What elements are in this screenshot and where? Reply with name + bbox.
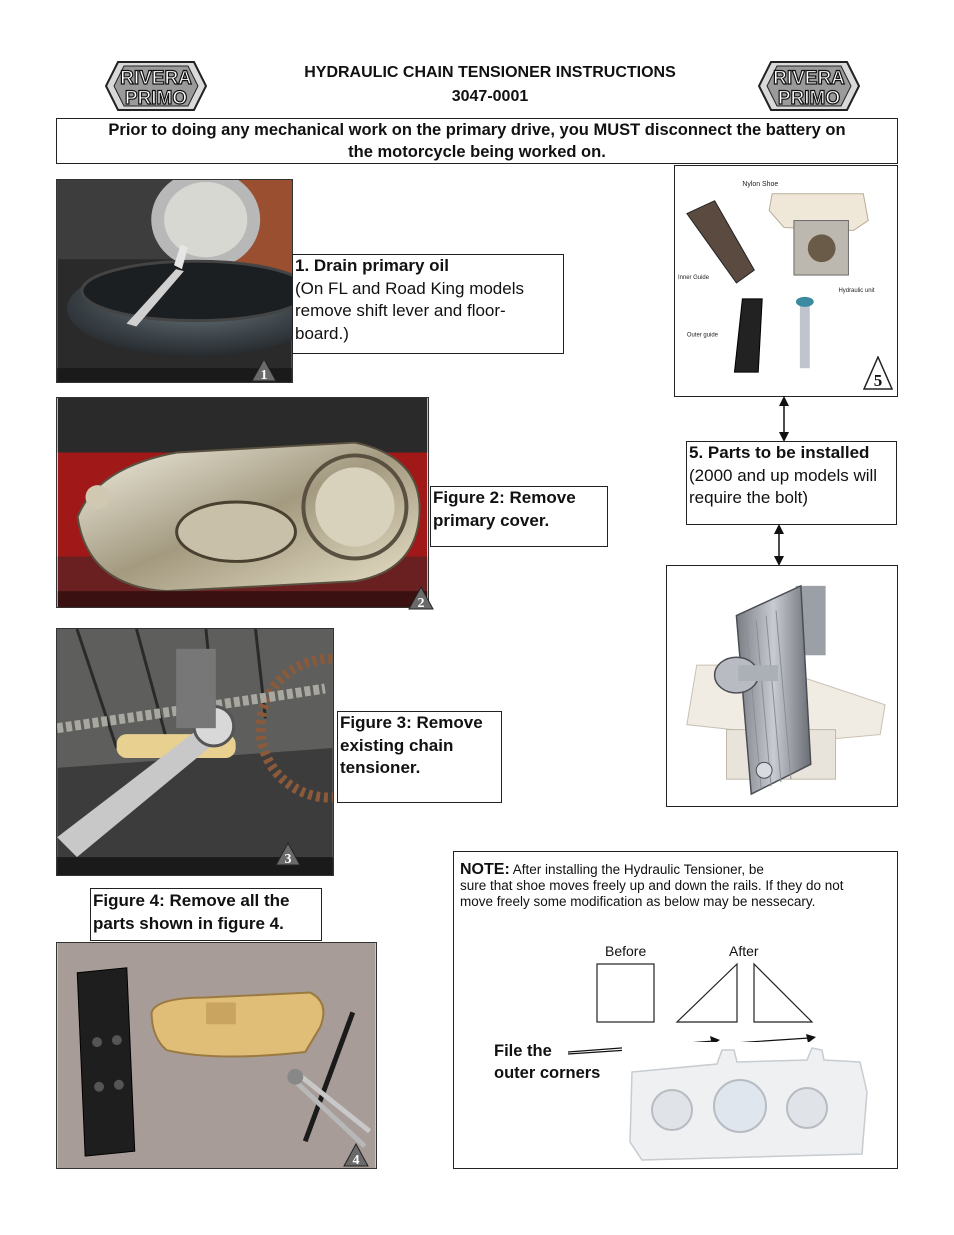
note-line-3: move freely some modification as below may be nessecary. <box>460 894 816 909</box>
step-2-line-1: Figure 2: Remove <box>433 488 576 507</box>
double-arrow-icon <box>774 396 794 442</box>
figure-4-badge <box>343 1143 369 1167</box>
step-5-text-1: (2000 and up models will <box>689 465 878 485</box>
warning-line1: Prior to doing any mechanical work on the primary drive, you MUST disconnect the battery on <box>108 121 846 139</box>
step-4-line-1: Figure 4: Remove all the <box>93 891 290 910</box>
step-4-line-2: parts shown in figure 4. <box>93 914 284 933</box>
step-2-text-box <box>430 486 608 547</box>
note-panel <box>453 851 898 1169</box>
step-3-line-1: Figure 3: Remove <box>340 713 483 732</box>
file-line-2: outer corners <box>494 1064 601 1082</box>
page-title: HYDRAULIC CHAIN TENSIONER INSTRUCTIONS <box>304 64 676 81</box>
before-square <box>597 964 654 1022</box>
rivera-primo-logo-right <box>757 60 861 112</box>
hydraulic-unit-label: Hydraulic unit <box>838 287 875 294</box>
before-after-diagram <box>594 960 819 1026</box>
svg-text:2: 2 <box>417 596 425 610</box>
nylon-shoe-photo <box>622 1042 872 1164</box>
step-1-heading: 1. Drain primary oil <box>295 256 449 275</box>
step-3-line-2: existing chain <box>340 735 454 755</box>
figure-2-badge <box>408 586 434 610</box>
figure-5-badge <box>863 356 893 390</box>
logo-line2: PRIMO <box>777 88 841 109</box>
step-5-text-2: require the bolt) <box>689 488 809 507</box>
svg-text:1: 1 <box>260 368 268 382</box>
part-number: 3047-0001 <box>451 88 529 105</box>
step-1-text-1: (On FL and Road King models <box>295 278 524 298</box>
logo-line2: PRIMO <box>124 88 188 109</box>
after-label: After <box>729 943 759 959</box>
step-5-text-box <box>686 441 897 525</box>
outer-guide-label: Outer guide <box>686 332 718 339</box>
double-arrow-icon <box>769 524 789 566</box>
step-1-text-box <box>292 254 564 354</box>
after-left-triangle <box>677 964 737 1022</box>
step-1-text-3: board.) <box>295 323 349 343</box>
figure-4-photo <box>56 942 377 1169</box>
warning-line2: the motorcycle being worked on. <box>348 143 606 161</box>
file-line-1: File the <box>494 1042 552 1060</box>
inner-guide-label: Inner Guide <box>677 275 710 282</box>
logo-line1: RIVERA <box>773 68 845 89</box>
step-1-text-2: remove shift lever and floor- <box>295 301 506 320</box>
figure-3-photo <box>56 628 334 876</box>
svg-text:5: 5 <box>873 371 883 390</box>
step-4-text-box <box>90 888 322 941</box>
step-3-text-box <box>337 711 502 803</box>
figure-1-photo <box>56 179 293 383</box>
note-text <box>460 862 895 910</box>
assembled-tensioner-photo <box>666 565 898 807</box>
svg-text:4: 4 <box>352 1153 360 1167</box>
after-right-triangle <box>754 964 812 1022</box>
before-label: Before <box>605 943 647 959</box>
nylon-shoe-label: Nylon Shoe <box>742 180 779 188</box>
step-2-line-2: primary cover. <box>433 510 550 530</box>
figure-3-badge <box>275 842 301 866</box>
note-line-2: sure that shoe moves freely up and down the rails. If they do not <box>460 878 844 893</box>
svg-text:3: 3 <box>284 852 292 866</box>
rivera-primo-logo-left <box>104 60 208 112</box>
figure-1-badge <box>251 358 277 382</box>
figure-2-photo <box>56 397 429 608</box>
step-5-heading: 5. Parts to be installed <box>689 443 870 462</box>
battery-warning <box>56 118 898 164</box>
step-3-line-3: tensioner. <box>340 758 421 777</box>
note-label: NOTE: <box>460 861 510 878</box>
logo-line1: RIVERA <box>120 68 192 89</box>
note-line-1: After installing the Hydraulic Tensioner, be <box>512 862 764 877</box>
